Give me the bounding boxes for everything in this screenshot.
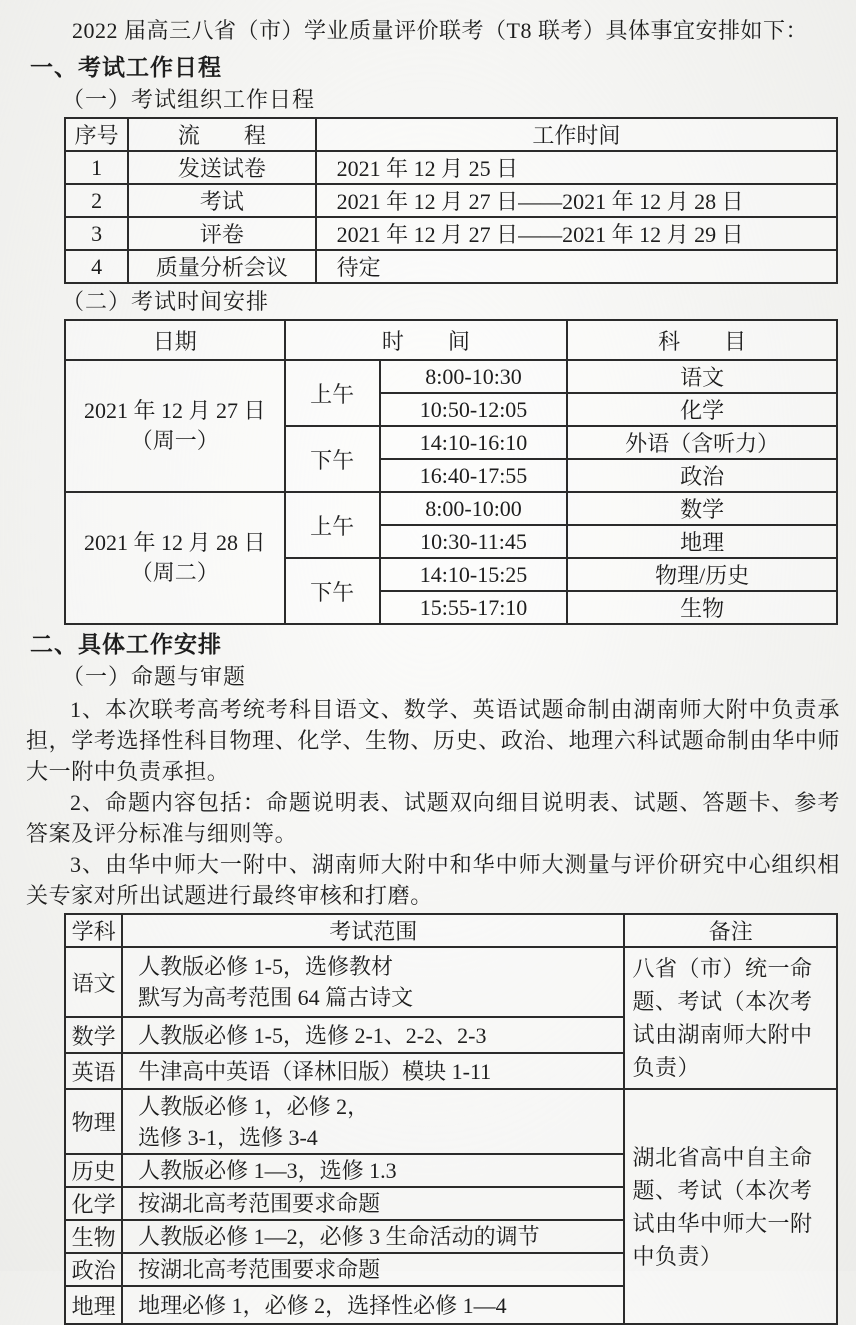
section-1-sub-1-heading: （一）考试组织工作日程 — [62, 87, 316, 112]
table-row — [65, 250, 837, 283]
subject-cell: 外语（含听力） — [567, 426, 837, 459]
scope-cell — [122, 947, 624, 1017]
process-cell: 质量分析会议 — [128, 250, 315, 283]
table-row — [65, 360, 837, 393]
subject-cell: 英语 — [65, 1053, 122, 1089]
col-header-time: 时 间 — [285, 320, 568, 360]
time-cell: 8:00-10:00 — [380, 492, 567, 525]
section-2-sub-1-heading: （一）命题与审题 — [62, 664, 247, 689]
halfday-cell: 下午 — [285, 426, 380, 492]
seq-cell: 3 — [65, 217, 128, 250]
subject-cell: 语文 — [65, 947, 122, 1017]
table-header-row — [65, 118, 837, 151]
time-cell: 16:40-17:55 — [380, 459, 567, 492]
subject-cell: 政治 — [567, 459, 837, 492]
table-row — [65, 151, 837, 184]
halfday-cell: 下午 — [285, 558, 380, 624]
section-1-sub-2-heading: （二）考试时间安排 — [62, 289, 270, 314]
time-cell: 10:50-12:05 — [380, 393, 567, 426]
col-header-subject: 科 目 — [567, 320, 837, 360]
scope-cell: 人教版必修 1-5，选修 2-1、2-2、2-3 — [122, 1017, 624, 1053]
scope-cell: 按湖北高考范围要求命题 — [122, 1187, 624, 1220]
date-line: 2021 年 12 月 27 日 — [84, 398, 266, 423]
seq-cell: 1 — [65, 151, 128, 184]
col-header-note: 备注 — [624, 914, 837, 947]
exam-timetable — [64, 319, 838, 625]
worktime-cell: 2021 年 12 月 25 日 — [316, 151, 837, 184]
scope-cell: 按湖北高考范围要求命题 — [122, 1253, 624, 1286]
time-cell: 14:10-15:25 — [380, 558, 567, 591]
col-header-date: 日期 — [65, 320, 285, 360]
scope-line: 默写为高考范围 64 篇古诗文 — [138, 985, 414, 1011]
subject-cell: 地理 — [567, 525, 837, 558]
note-cell: 八省（市）统一命题、考试（本次考试由湖南师大附中负责） — [624, 947, 837, 1089]
worktime-cell: 2021 年 12 月 27 日——2021 年 12 月 28 日 — [316, 184, 837, 217]
scope-cell — [122, 1089, 624, 1154]
process-cell: 评卷 — [128, 217, 315, 250]
subject-cell: 语文 — [567, 360, 837, 393]
table-header-row — [65, 320, 837, 360]
date-line: 2021 年 12 月 28 日 — [84, 530, 266, 555]
scope-line: 人教版必修 1-5，选修教材 — [138, 954, 393, 980]
time-cell: 14:10-16:10 — [380, 426, 567, 459]
time-cell: 8:00-10:30 — [380, 360, 567, 393]
process-cell: 考试 — [128, 184, 315, 217]
col-header-worktime: 工作时间 — [316, 118, 837, 151]
col-header-process: 流 程 — [128, 118, 315, 151]
body-paragraph-1: 1、本次联考高考统考科目语文、数学、英语试题命制由湖南师大附中负责承担，学考选择性科目物理、化学、生物、历史、政治、地理六科试题命制由华中师大一附中负责承担。 — [26, 697, 840, 784]
scope-line: 选修 3-1，选修 3-4 — [138, 1124, 318, 1150]
scope-cell: 人教版必修 1—3，选修 1.3 — [122, 1154, 624, 1187]
subject-cell: 数学 — [65, 1017, 122, 1053]
time-cell: 15:55-17:10 — [380, 591, 567, 624]
table-header-row — [65, 914, 837, 947]
scope-cell: 人教版必修 1—2，必修 3 生命活动的调节 — [122, 1220, 624, 1253]
date-cell — [65, 360, 285, 492]
subject-cell: 化学 — [65, 1187, 122, 1220]
subject-cell: 化学 — [567, 393, 837, 426]
subject-cell: 历史 — [65, 1154, 122, 1187]
weekday-line: （周二） — [130, 560, 219, 585]
col-header-scope: 考试范围 — [122, 914, 624, 947]
scope-cell: 地理必修 1，必修 2，选择性必修 1—4 — [122, 1286, 624, 1324]
halfday-cell: 上午 — [285, 492, 380, 558]
col-header-subject: 学科 — [65, 914, 122, 947]
weekday-line: （周一） — [130, 428, 219, 453]
exam-scope-table — [64, 913, 838, 1325]
subject-cell: 数学 — [567, 492, 837, 525]
work-schedule-table — [64, 117, 838, 284]
subject-cell: 物理 — [65, 1089, 122, 1154]
time-cell: 10:30-11:45 — [380, 525, 567, 558]
subject-cell: 生物 — [65, 1220, 122, 1253]
section-2-heading: 二、具体工作安排 — [30, 631, 222, 657]
section-1-heading: 一、考试工作日程 — [30, 54, 222, 80]
table-row — [65, 1089, 837, 1154]
table-row — [65, 492, 837, 525]
subject-cell: 生物 — [567, 591, 837, 624]
subject-cell: 地理 — [65, 1286, 122, 1324]
seq-cell: 2 — [65, 184, 128, 217]
table-row — [65, 217, 837, 250]
worktime-cell: 2021 年 12 月 27 日——2021 年 12 月 29 日 — [316, 217, 837, 250]
body-paragraph-3: 3、由华中师大一附中、湖南师大附中和华中师大测量与评价研究中心组织相关专家对所出试题进行最终审核和打磨。 — [26, 852, 840, 908]
worktime-cell: 待定 — [316, 250, 837, 283]
scope-cell: 牛津高中英语（译林旧版）模块 1-11 — [122, 1053, 624, 1089]
body-paragraph-2: 2、命题内容包括：命题说明表、试题双向细目说明表、试题、答题卡、参考答案及评分标准与细则等。 — [26, 790, 840, 846]
scope-line: 人教版必修 1，必修 2， — [138, 1093, 370, 1119]
note-cell: 湖北省高中自主命题、考试（本次考试由华中师大一附中负责） — [624, 1089, 837, 1324]
date-cell — [65, 492, 285, 624]
intro-paragraph: 2022 届高三八省（市）学业质量评价联考（T8 联考）具体事宜安排如下： — [72, 18, 808, 43]
subject-cell: 物理/历史 — [567, 558, 837, 591]
subject-cell: 政治 — [65, 1253, 122, 1286]
seq-cell: 4 — [65, 250, 128, 283]
table-row — [65, 947, 837, 1017]
halfday-cell: 上午 — [285, 360, 380, 426]
process-cell: 发送试卷 — [128, 151, 315, 184]
col-header-seq: 序号 — [65, 118, 128, 151]
table-row — [65, 184, 837, 217]
